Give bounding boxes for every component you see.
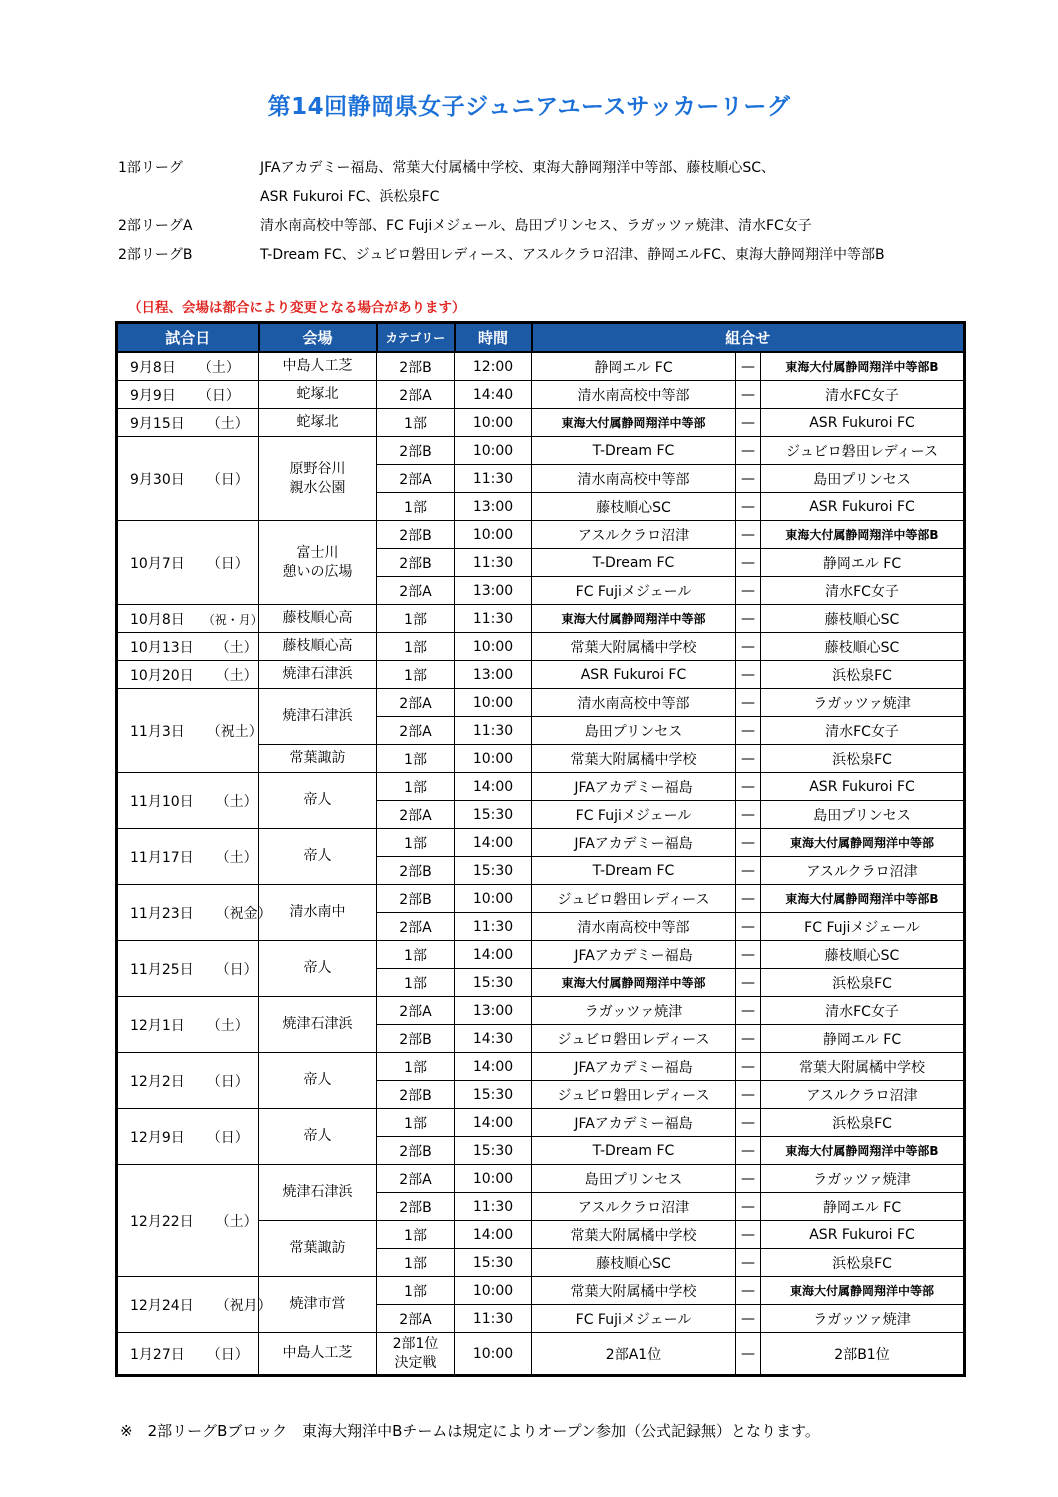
match-date-cell: [117, 437, 259, 521]
schedule-table: [115, 321, 966, 1377]
away-team-cell: 浜松泉FC: [761, 1249, 965, 1277]
time-cell: 13:00: [455, 493, 532, 521]
match-date: 10月13日: [130, 639, 194, 656]
match-date-cell: [117, 661, 259, 689]
versus-dash: —: [736, 381, 761, 409]
venue-cell: 帝人: [259, 829, 377, 885]
match-date: 10月8日: [130, 611, 185, 628]
match-date-cell: [117, 1333, 259, 1376]
match-date-cell: [117, 521, 259, 605]
match-date: 12月9日: [130, 1129, 185, 1146]
category-cell: 1部: [377, 633, 455, 661]
home-team-cell: T-Dream FC: [532, 549, 736, 577]
time-cell: 14:00: [455, 829, 532, 857]
match-date-cell: [117, 605, 263, 633]
match-weekday: （土）: [215, 849, 258, 866]
away-team-cell: 藤枝順心SC: [761, 941, 965, 969]
venue-cell: 藤枝順心高: [259, 633, 377, 661]
versus-dash: —: [736, 521, 761, 549]
match-weekday: （日）: [206, 1129, 249, 1146]
league-row: [118, 181, 960, 210]
versus-dash: —: [736, 352, 761, 381]
match-date: 11月3日: [130, 723, 185, 740]
home-team-cell: ジュビロ磐田レディース: [532, 1025, 736, 1053]
table-row: [117, 1333, 965, 1376]
away-team-cell: ASR Fukuroi FC: [761, 409, 965, 437]
home-team-cell: 静岡エル FC: [532, 352, 736, 381]
venue-cell: 富士川 憩いの広場: [259, 521, 377, 605]
home-team-cell: 清水南高校中等部: [532, 689, 736, 717]
versus-dash: —: [736, 437, 761, 465]
time-cell: 15:30: [455, 1249, 532, 1277]
time-cell: 10:00: [455, 689, 532, 717]
home-team-cell: 藤枝順心SC: [532, 1249, 736, 1277]
versus-dash: —: [736, 997, 761, 1025]
home-team-cell: 常葉大附属橘中学校: [532, 1277, 736, 1305]
versus-dash: —: [736, 493, 761, 521]
home-team-cell: 藤枝順心SC: [532, 493, 736, 521]
home-team-cell: FC Fujiメジェール: [532, 801, 736, 829]
home-team-cell: JFAアカデミー福島: [532, 829, 736, 857]
time-cell: 14:00: [455, 941, 532, 969]
match-weekday: （土）: [206, 415, 249, 432]
venue-cell: 焼津石津浜: [259, 661, 377, 689]
versus-dash: —: [736, 1193, 761, 1221]
home-team-cell: 常葉大附属橘中学校: [532, 745, 736, 773]
home-team-cell: 清水南高校中等部: [532, 465, 736, 493]
time-cell: 12:00: [455, 352, 532, 381]
home-team-cell: T-Dream FC: [532, 1137, 736, 1165]
venue-cell: 清水南中: [259, 885, 377, 941]
versus-dash: —: [736, 1221, 761, 1249]
versus-dash: —: [736, 1053, 761, 1081]
category-cell: 2部A: [377, 717, 455, 745]
away-team-cell: アスルクラロ沼津: [761, 1081, 965, 1109]
versus-dash: —: [736, 801, 761, 829]
versus-dash: —: [736, 1081, 761, 1109]
schedule-notice: （日程、会場は都合により変更となる場合があります）: [128, 300, 466, 316]
match-weekday: （祝金）: [215, 905, 272, 922]
home-team-cell: ラガッツァ焼津: [532, 997, 736, 1025]
away-team-cell: ラガッツァ焼津: [761, 1165, 965, 1193]
match-date-cell: [117, 409, 259, 437]
time-cell: 10:00: [455, 1165, 532, 1193]
home-team-cell: JFAアカデミー福島: [532, 773, 736, 801]
versus-dash: —: [736, 745, 761, 773]
versus-dash: —: [736, 941, 761, 969]
match-date-cell: [117, 941, 259, 997]
home-team-cell: アスルクラロ沼津: [532, 1193, 736, 1221]
league-label: 2部リーグA: [118, 217, 193, 234]
away-team-cell: 藤枝順心SC: [761, 633, 965, 661]
match-weekday: （日）: [206, 471, 249, 488]
category-cell: 2部B: [377, 521, 455, 549]
away-team-cell: 浜松泉FC: [761, 661, 965, 689]
category-cell: 2部B: [377, 1081, 455, 1109]
category-cell: 1部: [377, 1277, 455, 1305]
versus-dash: —: [736, 689, 761, 717]
time-cell: 10:00: [455, 1333, 532, 1376]
match-date: 9月15日: [130, 415, 185, 432]
time-cell: 13:00: [455, 661, 532, 689]
venue-cell: 蛇塚北: [259, 409, 377, 437]
category-cell: 1部: [377, 493, 455, 521]
time-cell: 15:30: [455, 1137, 532, 1165]
versus-dash: —: [736, 773, 761, 801]
venue-cell: 焼津石津浜: [259, 1165, 377, 1221]
league-teams: T-Dream FC、ジュビロ磐田レディース、アスルクラロ沼津、静岡エルFC、東海大静岡翔洋中等部B: [260, 246, 885, 263]
header-date: 試合日: [117, 323, 259, 353]
venue-cell: 中島人工芝: [259, 352, 377, 381]
table-row: [117, 689, 965, 717]
versus-dash: —: [736, 577, 761, 605]
match-date: 10月20日: [130, 667, 194, 684]
header-venue: 会場: [259, 323, 377, 353]
venue-cell: 帝人: [259, 941, 377, 997]
away-team-cell: 東海大付属静岡翔洋中等部B: [761, 521, 965, 549]
away-team-cell: 浜松泉FC: [761, 745, 965, 773]
match-date: 12月1日: [130, 1017, 185, 1034]
match-date: 11月17日: [130, 849, 194, 866]
match-date-cell: [117, 1109, 259, 1165]
category-cell: 2部B: [377, 1025, 455, 1053]
match-weekday: （土）: [215, 793, 258, 810]
time-cell: 15:30: [455, 1081, 532, 1109]
venue-cell: 帝人: [259, 1053, 377, 1109]
time-cell: 10:00: [455, 885, 532, 913]
table-row: [117, 941, 965, 969]
venue-cell: 藤枝順心高: [259, 605, 377, 633]
away-team-cell: 静岡エル FC: [761, 549, 965, 577]
venue-cell: 帝人: [259, 1109, 377, 1165]
time-cell: 11:30: [455, 1305, 532, 1333]
league-teams: ASR Fukuroi FC、浜松泉FC: [260, 188, 440, 205]
away-team-cell: 浜松泉FC: [761, 1109, 965, 1137]
table-row: [117, 773, 965, 801]
category-cell: 2部B: [377, 549, 455, 577]
away-team-cell: 2部B1位: [761, 1333, 965, 1376]
category-cell: 1部: [377, 829, 455, 857]
venue-cell: 中島人工芝: [259, 1333, 377, 1376]
category-cell: 2部B: [377, 857, 455, 885]
versus-dash: —: [736, 409, 761, 437]
category-cell: 2部A: [377, 997, 455, 1025]
versus-dash: —: [736, 969, 761, 997]
home-team-cell: 島田プリンセス: [532, 1165, 736, 1193]
match-weekday: （土）: [197, 359, 240, 376]
category-cell: 1部: [377, 605, 455, 633]
match-date: 12月22日: [130, 1213, 194, 1230]
table-row: [117, 1165, 965, 1193]
venue-cell: 常葉諏訪: [259, 745, 377, 773]
match-date: 1月27日: [130, 1346, 185, 1363]
league-list: [118, 152, 960, 268]
home-team-cell: JFAアカデミー福島: [532, 1053, 736, 1081]
time-cell: 11:30: [455, 549, 532, 577]
home-team-cell: 2部A1位: [532, 1333, 736, 1376]
table-header-row: [117, 323, 965, 353]
category-cell: 1部: [377, 1109, 455, 1137]
home-team-cell: JFAアカデミー福島: [532, 941, 736, 969]
match-date: 12月24日: [130, 1297, 194, 1314]
category-cell: 2部A: [377, 577, 455, 605]
home-team-cell: FC Fujiメジェール: [532, 577, 736, 605]
category-cell: 2部A: [377, 913, 455, 941]
versus-dash: —: [736, 1277, 761, 1305]
league-label: 2部リーグB: [118, 246, 193, 263]
time-cell: 10:00: [455, 521, 532, 549]
footnote: ※ 2部リーグBブロック 東海大翔洋中Bチームは規定によりオープン参加（公式記録無）となります。: [120, 1422, 820, 1440]
category-cell: 1部: [377, 661, 455, 689]
versus-dash: —: [736, 633, 761, 661]
versus-dash: —: [736, 857, 761, 885]
versus-dash: —: [736, 1249, 761, 1277]
away-team-cell: 東海大付属静岡翔洋中等部B: [761, 1137, 965, 1165]
versus-dash: —: [736, 717, 761, 745]
time-cell: 10:00: [455, 437, 532, 465]
home-team-cell: 清水南高校中等部: [532, 381, 736, 409]
match-weekday: （祝土）: [206, 723, 263, 740]
versus-dash: —: [736, 605, 761, 633]
category-cell: 1部: [377, 1221, 455, 1249]
match-date-cell: [117, 829, 259, 885]
versus-dash: —: [736, 661, 761, 689]
time-cell: 14:00: [455, 773, 532, 801]
match-weekday: （祝月）: [215, 1297, 272, 1314]
header-category: カテゴリー: [377, 323, 455, 353]
venue-cell: 原野谷川 親水公園: [259, 437, 377, 521]
category-cell: 1部: [377, 773, 455, 801]
table-row: [117, 829, 965, 857]
versus-dash: —: [736, 1137, 761, 1165]
versus-dash: —: [736, 1109, 761, 1137]
away-team-cell: 東海大付属静岡翔洋中等部: [761, 1277, 965, 1305]
match-date-cell: [117, 352, 259, 381]
away-team-cell: 清水FC女子: [761, 717, 965, 745]
home-team-cell: 東海大付属静岡翔洋中等部: [532, 605, 736, 633]
versus-dash: —: [736, 1333, 761, 1376]
match-date-cell: [117, 997, 259, 1053]
category-cell: 2部1位 決定戦: [377, 1333, 455, 1376]
match-date-cell: [117, 381, 259, 409]
match-date-cell: [117, 885, 272, 941]
away-team-cell: FC Fujiメジェール: [761, 913, 965, 941]
home-team-cell: 常葉大附属橘中学校: [532, 1221, 736, 1249]
table-row: [117, 521, 965, 549]
category-cell: 1部: [377, 941, 455, 969]
category-cell: 2部B: [377, 437, 455, 465]
category-cell: 1部: [377, 409, 455, 437]
table-row: [117, 1053, 965, 1081]
category-cell: 2部A: [377, 1305, 455, 1333]
match-weekday: （日）: [197, 387, 240, 404]
category-cell: 2部B: [377, 352, 455, 381]
match-date: 11月23日: [130, 905, 194, 922]
match-date-cell: [117, 773, 259, 829]
versus-dash: —: [736, 1165, 761, 1193]
home-team-cell: FC Fujiメジェール: [532, 1305, 736, 1333]
category-cell: 2部B: [377, 885, 455, 913]
away-team-cell: 東海大付属静岡翔洋中等部: [761, 829, 965, 857]
home-team-cell: ジュビロ磐田レディース: [532, 1081, 736, 1109]
category-cell: 1部: [377, 1053, 455, 1081]
time-cell: 14:40: [455, 381, 532, 409]
away-team-cell: 静岡エル FC: [761, 1193, 965, 1221]
away-team-cell: ラガッツァ焼津: [761, 1305, 965, 1333]
match-weekday: （土）: [215, 667, 258, 684]
match-date-cell: [117, 1053, 259, 1109]
header-match: 組合せ: [532, 323, 965, 353]
versus-dash: —: [736, 1305, 761, 1333]
match-date-cell: [117, 633, 259, 661]
versus-dash: —: [736, 829, 761, 857]
category-cell: 1部: [377, 1249, 455, 1277]
category-cell: 2部A: [377, 801, 455, 829]
time-cell: 11:30: [455, 1193, 532, 1221]
match-weekday: （日）: [206, 1073, 249, 1090]
away-team-cell: ASR Fukuroi FC: [761, 773, 965, 801]
league-teams: 清水南高校中等部、FC Fujiメジェール、島田プリンセス、ラガッツァ焼津、清水FC女子: [260, 217, 812, 234]
away-team-cell: ラガッツァ焼津: [761, 689, 965, 717]
table-row: [117, 409, 965, 437]
time-cell: 15:30: [455, 801, 532, 829]
match-date-cell: [117, 1165, 259, 1277]
category-cell: 2部A: [377, 465, 455, 493]
match-date-cell: [117, 689, 263, 773]
table-row: [117, 1277, 965, 1305]
category-cell: 1部: [377, 745, 455, 773]
home-team-cell: アスルクラロ沼津: [532, 521, 736, 549]
venue-cell: 焼津石津浜: [259, 689, 377, 745]
home-team-cell: 東海大付属静岡翔洋中等部: [532, 969, 736, 997]
time-cell: 13:00: [455, 577, 532, 605]
time-cell: 13:00: [455, 997, 532, 1025]
page-title: 第14回静岡県女子ジュニアユースサッカーリーグ: [267, 94, 791, 120]
table-row: [117, 885, 965, 913]
away-team-cell: 常葉大附属橘中学校: [761, 1053, 965, 1081]
time-cell: 10:00: [455, 409, 532, 437]
home-team-cell: ジュビロ磐田レディース: [532, 885, 736, 913]
league-row: [118, 239, 960, 268]
match-date-cell: [117, 1277, 272, 1333]
away-team-cell: 島田プリンセス: [761, 801, 965, 829]
match-weekday: （土）: [215, 1213, 258, 1230]
away-team-cell: 東海大付属静岡翔洋中等部B: [761, 352, 965, 381]
match-weekday: （土）: [215, 639, 258, 656]
time-cell: 15:30: [455, 857, 532, 885]
time-cell: 14:30: [455, 1025, 532, 1053]
away-team-cell: 島田プリンセス: [761, 465, 965, 493]
home-team-cell: 清水南高校中等部: [532, 913, 736, 941]
time-cell: 14:00: [455, 1053, 532, 1081]
time-cell: 11:30: [455, 605, 532, 633]
time-cell: 11:30: [455, 465, 532, 493]
versus-dash: —: [736, 549, 761, 577]
away-team-cell: ジュビロ磐田レディース: [761, 437, 965, 465]
home-team-cell: T-Dream FC: [532, 857, 736, 885]
category-cell: 2部B: [377, 1137, 455, 1165]
category-cell: 1部: [377, 969, 455, 997]
match-date: 10月7日: [130, 555, 185, 572]
venue-cell: 常葉諏訪: [259, 1221, 377, 1277]
versus-dash: —: [736, 465, 761, 493]
match-weekday: （日）: [206, 555, 249, 572]
header-time: 時間: [455, 323, 532, 353]
match-weekday: （祝・月）: [202, 612, 263, 627]
table-row: [117, 661, 965, 689]
versus-dash: —: [736, 885, 761, 913]
table-row: [117, 381, 965, 409]
away-team-cell: ASR Fukuroi FC: [761, 493, 965, 521]
category-cell: 2部A: [377, 689, 455, 717]
table-row: [117, 633, 965, 661]
home-team-cell: JFAアカデミー福島: [532, 1109, 736, 1137]
table-row: [117, 1109, 965, 1137]
league-teams: JFAアカデミー福島、常葉大付属橘中学校、東海大静岡翔洋中等部、藤枝順心SC、: [260, 159, 775, 176]
away-team-cell: 藤枝順心SC: [761, 605, 965, 633]
time-cell: 10:00: [455, 745, 532, 773]
away-team-cell: 清水FC女子: [761, 997, 965, 1025]
time-cell: 10:00: [455, 633, 532, 661]
versus-dash: —: [736, 913, 761, 941]
match-date: 9月30日: [130, 471, 185, 488]
match-date: 12月2日: [130, 1073, 185, 1090]
venue-cell: 焼津市営: [259, 1277, 377, 1333]
category-cell: 2部A: [377, 1165, 455, 1193]
away-team-cell: 東海大付属静岡翔洋中等部B: [761, 885, 965, 913]
home-team-cell: 島田プリンセス: [532, 717, 736, 745]
away-team-cell: アスルクラロ沼津: [761, 857, 965, 885]
time-cell: 11:30: [455, 913, 532, 941]
venue-cell: 焼津石津浜: [259, 997, 377, 1053]
versus-dash: —: [736, 1025, 761, 1053]
match-date: 11月10日: [130, 793, 194, 810]
time-cell: 10:00: [455, 1277, 532, 1305]
home-team-cell: ASR Fukuroi FC: [532, 661, 736, 689]
time-cell: 14:00: [455, 1109, 532, 1137]
league-row: [118, 210, 960, 239]
table-row: [117, 605, 965, 633]
table-row: [117, 997, 965, 1025]
away-team-cell: 清水FC女子: [761, 381, 965, 409]
league-label: 1部リーグ: [118, 159, 183, 176]
away-team-cell: 静岡エル FC: [761, 1025, 965, 1053]
away-team-cell: ASR Fukuroi FC: [761, 1221, 965, 1249]
time-cell: 15:30: [455, 969, 532, 997]
match-date: 9月8日: [130, 359, 176, 376]
venue-cell: 帝人: [259, 773, 377, 829]
away-team-cell: 浜松泉FC: [761, 969, 965, 997]
home-team-cell: 常葉大附属橘中学校: [532, 633, 736, 661]
category-cell: 2部B: [377, 1193, 455, 1221]
league-row: [118, 152, 960, 181]
match-date: 9月9日: [130, 387, 176, 404]
home-team-cell: 東海大付属静岡翔洋中等部: [532, 409, 736, 437]
venue-cell: 蛇塚北: [259, 381, 377, 409]
match-date: 11月25日: [130, 961, 194, 978]
match-weekday: （土）: [206, 1017, 249, 1034]
category-cell: 2部A: [377, 381, 455, 409]
away-team-cell: 清水FC女子: [761, 577, 965, 605]
table-row: [117, 437, 965, 465]
table-row: [117, 352, 965, 381]
match-weekday: （日）: [206, 1346, 249, 1363]
home-team-cell: T-Dream FC: [532, 437, 736, 465]
time-cell: 11:30: [455, 717, 532, 745]
match-weekday: （日）: [215, 961, 258, 978]
time-cell: 14:00: [455, 1221, 532, 1249]
